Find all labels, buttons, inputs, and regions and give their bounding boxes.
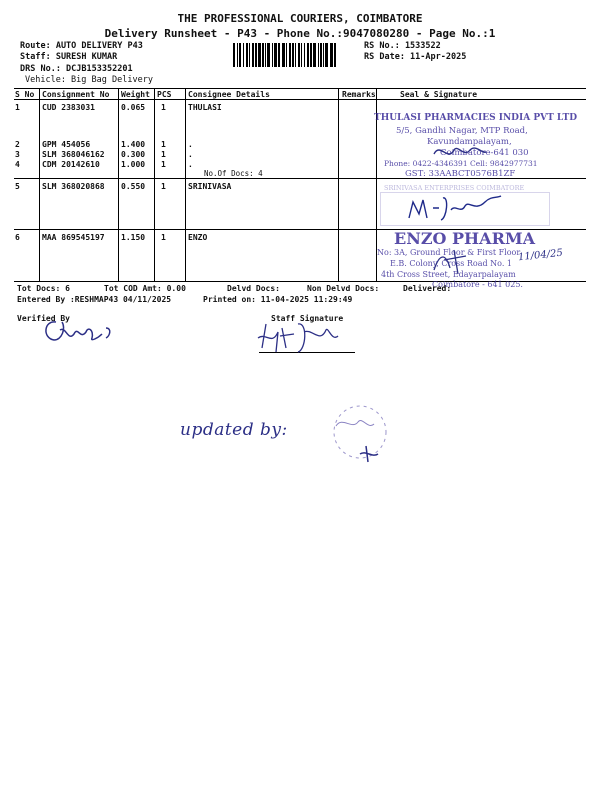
- entered-by: Entered By :RESHMAP43 04/11/2025: [17, 295, 172, 304]
- cell-pcs: 1: [161, 150, 166, 159]
- cell-consignee: .: [188, 150, 193, 159]
- barcode-bar: [298, 43, 300, 67]
- barcode-bar: [274, 43, 277, 67]
- barcode-bar: [252, 43, 254, 67]
- header-seal: Seal & Signature: [400, 90, 478, 99]
- barcode-bar: [334, 43, 336, 67]
- cell-consignee: .: [188, 140, 193, 149]
- cell-pcs: 1: [161, 182, 166, 191]
- barcode-bar: [239, 43, 241, 67]
- cell-pcs: 1: [161, 160, 166, 169]
- delivered-label: Delivered:: [403, 284, 452, 293]
- header-consignee: Consignee Details: [188, 90, 270, 99]
- updated-by-text: updated by:: [180, 420, 288, 440]
- cell-consignee: THULASI: [188, 103, 222, 112]
- cell-consignment: SLM 368046162: [42, 150, 105, 159]
- cell-weight: 1.400: [121, 140, 146, 149]
- stamp-address: E.B. Colony, Cross Road No. 1: [390, 259, 512, 268]
- cell-consignment: SLM 368020868: [42, 182, 105, 191]
- rs-no: RS No.: 1533522: [364, 41, 441, 51]
- cell-sno: 4: [15, 160, 20, 169]
- non-delvd-docs: Non Delvd Docs:: [307, 284, 380, 293]
- rs-date: RS Date: 11-Apr-2025: [364, 52, 467, 62]
- cell-weight: 0.300: [121, 150, 146, 159]
- cell-weight: 0.550: [121, 182, 146, 191]
- stamp-address: 4th Cross Street, Edayarpalayam: [381, 270, 516, 279]
- verified-by-label: Verified By: [17, 314, 70, 323]
- stamp-address: Kavundampalayam,: [427, 137, 512, 147]
- cell-sno: 2: [15, 140, 20, 149]
- srinivasa-signature: [405, 192, 505, 224]
- route-label: Route: AUTO DELIVERY P43: [20, 41, 143, 51]
- cell-sno: 1: [15, 103, 20, 112]
- stamp-address: Coimbatore-641 030: [440, 148, 529, 158]
- company-name: THE PROFESSIONAL COURIERS, COIMBATORE: [177, 12, 423, 25]
- cell-pcs: 1: [161, 103, 166, 112]
- barcode-bar: [262, 43, 264, 67]
- round-stamp-seal: [322, 396, 398, 468]
- col-divider: [154, 88, 155, 281]
- staff-signature: [252, 318, 342, 358]
- col-divider: [39, 88, 40, 281]
- cell-consignee: .: [188, 160, 193, 169]
- barcode-bar: [243, 43, 244, 67]
- barcode-bar: [246, 43, 248, 67]
- table-top-border: [14, 88, 586, 89]
- cell-consignment: MAA 869545197: [42, 233, 105, 242]
- cell-sno: 3: [15, 150, 20, 159]
- barcode-bar: [295, 43, 296, 67]
- barcode-bar: [318, 43, 319, 67]
- barcode-bar: [282, 43, 285, 67]
- cell-consignee: SRINIVASA: [188, 182, 232, 191]
- enzo-signature: [430, 246, 480, 276]
- verified-by-signature: [40, 312, 120, 346]
- barcode: [233, 43, 357, 67]
- table-header-border: [14, 99, 586, 100]
- header-remarks: Remarks: [342, 90, 376, 99]
- barcode-bar: [313, 43, 316, 67]
- cell-pcs: 1: [161, 140, 166, 149]
- barcode-bar: [265, 43, 266, 67]
- tot-cod-amt: Tot COD Amt: 0.00: [104, 284, 186, 293]
- staff-signature-label: Staff Signature: [271, 314, 344, 323]
- cell-consignee: ENZO: [188, 233, 208, 242]
- col-divider: [118, 88, 119, 281]
- barcode-bar: [330, 43, 333, 67]
- staff-label: Staff: SURESH KUMAR: [20, 52, 118, 62]
- barcode-bar: [292, 43, 294, 67]
- header-pcs: PCS: [157, 90, 172, 99]
- enzo-date: 11/04/25: [517, 247, 564, 264]
- col-divider: [338, 88, 339, 281]
- stamp-gst: GST: 33AABCT0576B1ZF: [405, 169, 516, 179]
- stamp-address: No: 3A, Ground Floor & First Floor: [377, 248, 521, 257]
- tot-docs: Tot Docs: 6: [17, 284, 70, 293]
- cell-consignment: CUD 2383031: [42, 103, 95, 112]
- stamp-company-name: ENZO PHARMA: [394, 229, 535, 248]
- stamp-text: SRINIVASA ENTERPRISES COIMBATORE: [384, 184, 525, 192]
- barcode-bar: [301, 43, 302, 67]
- barcode-bar: [304, 43, 305, 67]
- barcode-bar: [325, 43, 328, 67]
- stamp-address: 5/5, Gandhi Nagar, MTP Road,: [396, 126, 528, 136]
- cell-consignment: GPM 454056: [42, 140, 91, 149]
- barcode-bar: [237, 43, 238, 67]
- stamp-address: Coimbatore - 641 025.: [432, 280, 523, 289]
- no-of-docs: No.Of Docs: 4: [204, 169, 263, 178]
- barcode-bar: [249, 43, 250, 67]
- barcode-bar: [267, 43, 270, 67]
- cell-weight: 0.065: [121, 103, 146, 112]
- cell-pcs: 1: [161, 233, 166, 242]
- barcode-bar: [286, 43, 287, 67]
- cell-weight: 1.150: [121, 233, 146, 242]
- barcode-bar: [255, 43, 257, 67]
- header-weight: Weight: [121, 90, 150, 99]
- barcode-bar: [278, 43, 280, 67]
- barcode-bar: [272, 43, 273, 67]
- barcode-bar: [233, 43, 235, 67]
- header-consignment: Consignment No: [42, 90, 110, 99]
- printed-on: Printed on: 11-04-2025 11:29:49: [203, 295, 353, 304]
- cell-sno: 5: [15, 182, 20, 191]
- runsheet-title: Delivery Runsheet - P43 - Phone No.:9047080280 - Page No.:1: [104, 27, 496, 40]
- barcode-bar: [320, 43, 322, 67]
- stamp-phone: Phone: 0422-4346391 Cell: 9842977731: [384, 159, 538, 168]
- barcode-bar: [307, 43, 309, 67]
- barcode-bar: [258, 43, 261, 67]
- drs-label: DRS No.: DCJB153352201: [20, 64, 133, 74]
- thulasi-signature: [430, 140, 490, 165]
- cell-weight: 1.000: [121, 160, 146, 169]
- delvd-docs: Delvd Docs:: [227, 284, 280, 293]
- stamp-company-name: THULASI PHARMACIES INDIA PVT LTD: [374, 113, 577, 123]
- col-divider: [185, 88, 186, 281]
- barcode-bar: [289, 43, 291, 67]
- cell-sno: 6: [15, 233, 20, 242]
- header-sno: S No: [15, 90, 35, 99]
- cell-consignment: CDM 20142610: [42, 160, 100, 169]
- barcode-bar: [323, 43, 324, 67]
- barcode-bar: [310, 43, 312, 67]
- vehicle-label: Vehicle: Big Bag Delivery: [25, 75, 153, 85]
